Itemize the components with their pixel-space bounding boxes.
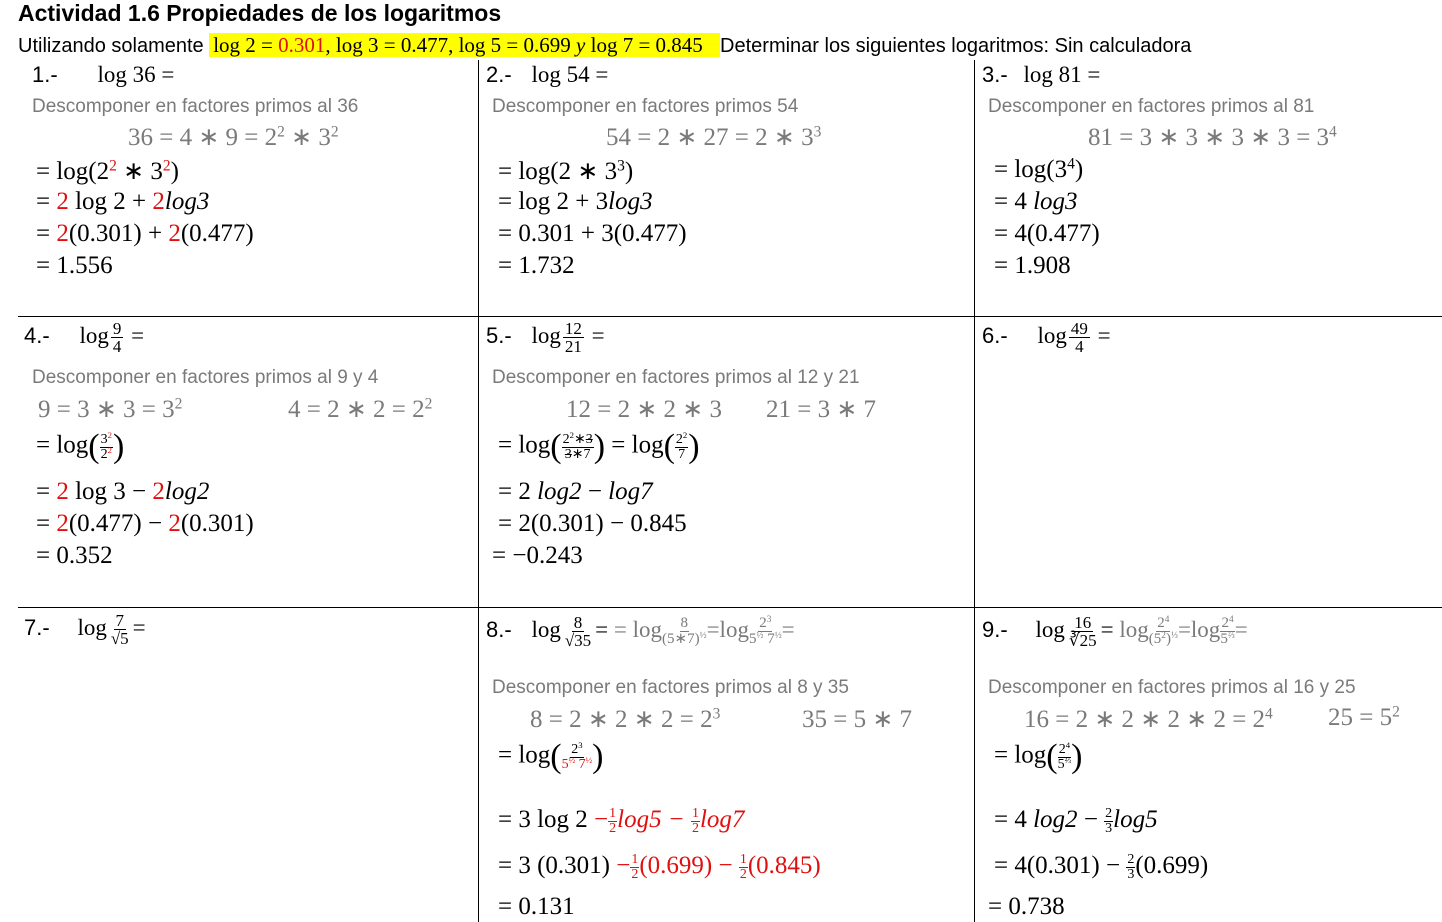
step-text: = 3 log 2 [498, 806, 595, 833]
page-title: Actividad 1.6 Propiedades de los logaritmos [18, 0, 502, 26]
fraction: $\frac{2^4}{5^{\frac{2}{3}}}$ [1220, 614, 1235, 647]
problem-4-factorization-b: 4 = 2 ∗ $2 = 2^2$ [288, 395, 433, 423]
given-y: y [576, 33, 586, 57]
problem-number: 4.- [24, 322, 50, 348]
equals: = [132, 614, 146, 640]
problem-2-result: = 1.732 [498, 252, 575, 279]
fraction: $\frac{1}{2}$ [609, 805, 617, 836]
problem-1-desc: Descomponer en factores primos al 36 [32, 96, 359, 117]
step-text: = log [498, 431, 551, 459]
problem-number: 5.- [486, 322, 512, 348]
fraction [563, 614, 593, 649]
problem-8-step-1: = log( $\frac{2^3}{5^{\frac{1}{2}} 7^{\frac{1}{2}}}$ ) [498, 738, 604, 775]
problem-9-desc: Descomponer en factores primos al 16 y 25 [988, 677, 1356, 698]
step-text: log2 [537, 478, 582, 505]
problem-4-step-2 [36, 478, 209, 506]
log-word: log [1037, 322, 1067, 348]
fraction: $\frac{2^3}{5^{\frac{1}{2}} 7^{\frac{1}{2}}}$ [748, 614, 782, 647]
problem-9-result: = 0.738 [988, 893, 1065, 920]
step-text: (0.301) + [68, 220, 169, 247]
problem-expression: log 54 = [531, 62, 609, 87]
given-log3: log 3 = 0.477, [335, 33, 454, 57]
problem-5-step-1: = log( $\frac{2^2∗3}{3∗7}$ ) = log( $\frac{2^2}{7}$ ) [498, 428, 700, 465]
problem-3-step-2 [994, 188, 1078, 216]
step-text: = [36, 510, 57, 537]
fraction: $\frac{2^2∗3}{3∗7}$ [562, 429, 593, 462]
log-word: log [79, 322, 109, 348]
step-text: − [581, 478, 609, 505]
log-word: log [531, 322, 561, 348]
step-text: log3 [608, 188, 653, 215]
step-text: log7 [699, 806, 745, 833]
fact-text: 9 = 3 ∗ 3 = 3 [38, 396, 175, 423]
given-log2: log 2 = [213, 33, 279, 57]
grid-line-h1 [18, 316, 1442, 317]
problem-9-factorization-b: $25 = 5^2$ [1328, 703, 1400, 731]
problem-number: 6.- [982, 322, 1008, 348]
step-text: = 4 [994, 806, 1034, 833]
step-text: = log [611, 431, 664, 459]
problem-2-step-3: = 0.301 + 3(0.477) [498, 220, 687, 247]
fact-text: 8 = 2 ∗ 2 ∗ 2 = 2 [530, 706, 713, 733]
problem-8-heading: 8.- log $\frac{8}{√35}$ = = log $\frac{8}{(5∗7)^{\frac{1}{2}}}$ =log $\frac{2^3}{5^{\frac{1}{2}} 7^{\frac{1}{2}}}$ = [486, 613, 795, 650]
fact-text: 54 = 2 ∗ 27 = 2 ∗ 3 [606, 124, 814, 151]
coef: 2 [56, 510, 69, 537]
grid-line-h2 [18, 607, 1442, 608]
given-log7: log 7 = 0.845 [590, 33, 703, 57]
problem-9-step-2 [994, 806, 1158, 836]
equals: = [591, 322, 605, 348]
problem-4-step-3 [36, 510, 254, 538]
coef: 2 [152, 478, 165, 505]
problem-9-step-3 [994, 852, 1208, 882]
given-sep: , [325, 33, 331, 57]
numerator: 16 [1074, 613, 1092, 632]
step-text: = log [498, 741, 551, 769]
numerator: 7 [115, 611, 124, 630]
problem-2-step-1: = log(2 ∗ $3^3$) [498, 157, 634, 185]
fraction: $\frac{8}{(5∗7)^{\frac{1}{2}}}$ [662, 615, 707, 647]
problem-5-factorization-b: 21 = 3 ∗ 7 [766, 396, 877, 423]
step-text: (0.699) − [639, 852, 733, 879]
problem-expression: log 36 = [97, 62, 175, 87]
problem-2-heading [486, 62, 608, 88]
equals: = [595, 616, 609, 642]
fraction: $\frac{2^2}{7}$ [675, 429, 688, 462]
step-text: − [616, 852, 631, 879]
fact-text: 36 = 4 ∗ 9 = 2 [128, 124, 278, 151]
given-log2-value: 0.301 [278, 33, 326, 57]
problem-3-heading [982, 62, 1100, 88]
problem-number: 8.- [486, 616, 512, 642]
step-text: − [594, 806, 609, 833]
step-text: = log 2 + 3 [498, 188, 609, 215]
log-word: log [77, 614, 107, 640]
problem-3-factorization: 81 = 3 ∗ 3 ∗ 3 ∗ $3 = 3^4$ [1088, 123, 1337, 151]
problem-number: 3.- [982, 62, 1008, 87]
intro-prefix: Utilizando solamente [18, 35, 204, 57]
step-text: = log(2 ∗ 3 [498, 158, 618, 185]
step-text: log 2 + [68, 188, 153, 215]
problem-1-step-2 [36, 188, 209, 216]
problem-9-step-1: = log( $\frac{2^4}{5^{\frac{2}{3}}}$ ) [994, 738, 1083, 775]
fact-text: 16 = 2 ∗ 2 ∗ 2 ∗ 2 = 2 [1024, 706, 1266, 733]
fraction: $\frac{2^4}{5^{\frac{2}{3}}}$ [1057, 739, 1072, 772]
step-text: = 3 (0.301) [498, 852, 617, 879]
equals: = [1097, 322, 1111, 348]
fraction [1069, 320, 1090, 355]
coef: 2 [56, 478, 69, 505]
equals: = [131, 322, 145, 348]
step-text: (0.845) [747, 852, 821, 879]
fact-text: 4 = 2 ∗ 2 = 2 [288, 396, 425, 423]
step-text: = log(3 [994, 156, 1068, 183]
denominator: 4 [1075, 337, 1084, 356]
step-text: log3 [164, 188, 210, 215]
step-text: (0.477) − [68, 510, 169, 537]
problem-6-heading [982, 320, 1111, 355]
step-text: = log [36, 431, 89, 459]
fraction: $\frac{1}{2}$ [739, 851, 747, 882]
problem-2-factorization: 54 = 2 ∗ 27 = 2 ∗ $3^3$ [606, 123, 822, 151]
problem-7-heading [24, 612, 146, 647]
step-text: log 3 − [68, 478, 153, 505]
problem-4-heading [24, 320, 144, 355]
step-text: − [1077, 806, 1105, 833]
problem-number: 2.- [486, 62, 512, 87]
problem-5-factorization-a: 12 = 2 ∗ 2 ∗ 3 [566, 396, 722, 423]
problem-1-step-3 [36, 220, 254, 248]
problem-1-heading [32, 62, 174, 88]
problem-4-desc: Descomponer en factores primos al 9 y 4 [32, 367, 379, 388]
fraction [109, 612, 131, 647]
denominator: ∛25 [1068, 631, 1097, 650]
problem-number: 7.- [24, 614, 50, 640]
step-text: = log [994, 741, 1047, 769]
intro-suffix: Determinar los siguientes logaritmos: Sin calculadora [720, 35, 1192, 57]
problem-5-step-3: = 2(0.301) − 0.845 [498, 510, 687, 537]
fact-text: 25 = 5 [1328, 704, 1393, 731]
problem-9-factorization-a: 16 = 2 ∗ 2 ∗ 2 ∗ $2 = 2^4$ [1024, 705, 1273, 733]
numerator: 9 [112, 319, 122, 338]
denominator: √5 [110, 629, 129, 648]
problem-5-desc: Descomponer en factores primos al 12 y 21 [492, 367, 860, 388]
fraction: $\frac{3^2}{2^2}$ [100, 429, 112, 462]
grid-line-v2 [974, 60, 975, 922]
fraction: $\frac{2}{3}$ [1127, 851, 1135, 882]
problem-3-step-3: = 4(0.477) [994, 220, 1100, 247]
problem-2-step-2 [498, 188, 653, 216]
problem-expression: log 81 = [1023, 62, 1101, 87]
fraction: $\frac{1}{2}$ [691, 805, 699, 836]
problem-8-factorization-b: 35 = 5 ∗ 7 [802, 706, 913, 733]
problem-4-result: = 0.352 [36, 542, 113, 569]
step-text: log2 [1033, 806, 1078, 833]
problem-3-desc: Descomponer en factores primos al 81 [988, 96, 1315, 117]
step-text: (0.301) [180, 510, 254, 537]
problem-1-result: = 1.556 [36, 252, 113, 279]
step-text: log5 [1113, 806, 1158, 833]
denominator: 21 [564, 337, 582, 356]
intro-line [18, 33, 1191, 58]
problem-3-step-1: = $\log(3^4)$ [994, 155, 1084, 183]
step-text: (0.699) [1135, 852, 1209, 879]
step-text: = log [613, 616, 663, 642]
fraction [1067, 614, 1099, 649]
step-text: log3 [1033, 188, 1078, 215]
fraction [111, 320, 124, 355]
log-word: log [531, 616, 561, 642]
fraction: $\frac{2^4}{(5^2)^{\frac{1}{3}}}$ [1148, 614, 1178, 647]
problem-5-step-2 [498, 478, 653, 506]
problem-8-step-3 [498, 852, 821, 882]
fact-text: 81 = 3 ∗ 3 ∗ 3 ∗ 3 = 3 [1088, 124, 1330, 151]
step-text: (0.477) [180, 220, 254, 247]
problem-8-factorization-a: 8 = 2 ∗ 2 ∗ $2 = 2^3$ [530, 705, 721, 733]
log-word: log [1035, 616, 1065, 642]
equals: = [1100, 616, 1114, 642]
numerator: 12 [564, 319, 582, 338]
problem-9-heading: 9.- log $\frac{16}{∛25}$ = log $\frac{2^4}{(5^2)^{\frac{1}{3}}}$ =log $\frac{2^4}{5^{\frac{2}{3}}}$ = [982, 613, 1248, 650]
numerator: 49 [1070, 319, 1088, 338]
coef: 2 [168, 220, 181, 247]
fraction: $\frac{2}{3}$ [1105, 805, 1113, 836]
problem-number: 9.- [982, 616, 1008, 642]
problem-8-desc: Descomponer en factores primos al 8 y 35 [492, 677, 849, 698]
coef: 2 [152, 188, 165, 215]
problem-2-desc: Descomponer en factores primos 54 [492, 96, 799, 117]
problem-number: 1.- [32, 62, 58, 87]
given-log5: log 5 = 0.699 [458, 33, 571, 57]
grid-line-v1 [478, 60, 479, 922]
step-text: = log(2 [36, 158, 110, 185]
problem-1-factorization: 36 = 4 ∗ $9 = 2^2$ ∗ $3^2$ [128, 123, 339, 151]
coef: 2 [56, 220, 69, 247]
step-text: = [36, 188, 57, 215]
problem-5-heading [486, 320, 605, 355]
step-text: = 2 [498, 478, 538, 505]
fraction [563, 320, 584, 355]
step-text: = [36, 220, 57, 247]
step-text: log7 [608, 478, 653, 505]
step-text: = 4(0.301) − [994, 852, 1127, 879]
numerator: 8 [573, 613, 583, 632]
step-text: log2 [164, 478, 210, 505]
problem-1-step-1: = $\log(2^2$ ∗ $3^2$) [36, 157, 179, 185]
fraction: $\frac{1}{2}$ [631, 851, 639, 882]
coef: 2 [168, 510, 181, 537]
denominator: 4 [112, 337, 122, 356]
step-text: = [36, 478, 57, 505]
problem-5-result: = −0.243 [492, 542, 583, 569]
given-values-highlight [209, 33, 720, 57]
step-text: = 4 [994, 188, 1027, 215]
problem-8-step-2 [498, 806, 744, 836]
denominator: √35 [564, 631, 592, 650]
step-text: log5 − [617, 806, 685, 833]
problem-8-result: = 0.131 [498, 893, 575, 920]
coef: 2 [56, 188, 69, 215]
problem-4-step-1: = log( $\frac{3^2}{2^2}$ ) [36, 428, 125, 465]
problem-4-factorization-a: 9 = 3 ∗ $3 = 3^2$ [38, 395, 183, 423]
fraction: $\frac{2^3}{5^{\frac{1}{2}} 7^{\frac{1}{2}}}$ [561, 739, 593, 772]
problem-3-result: = 1.908 [994, 252, 1071, 279]
